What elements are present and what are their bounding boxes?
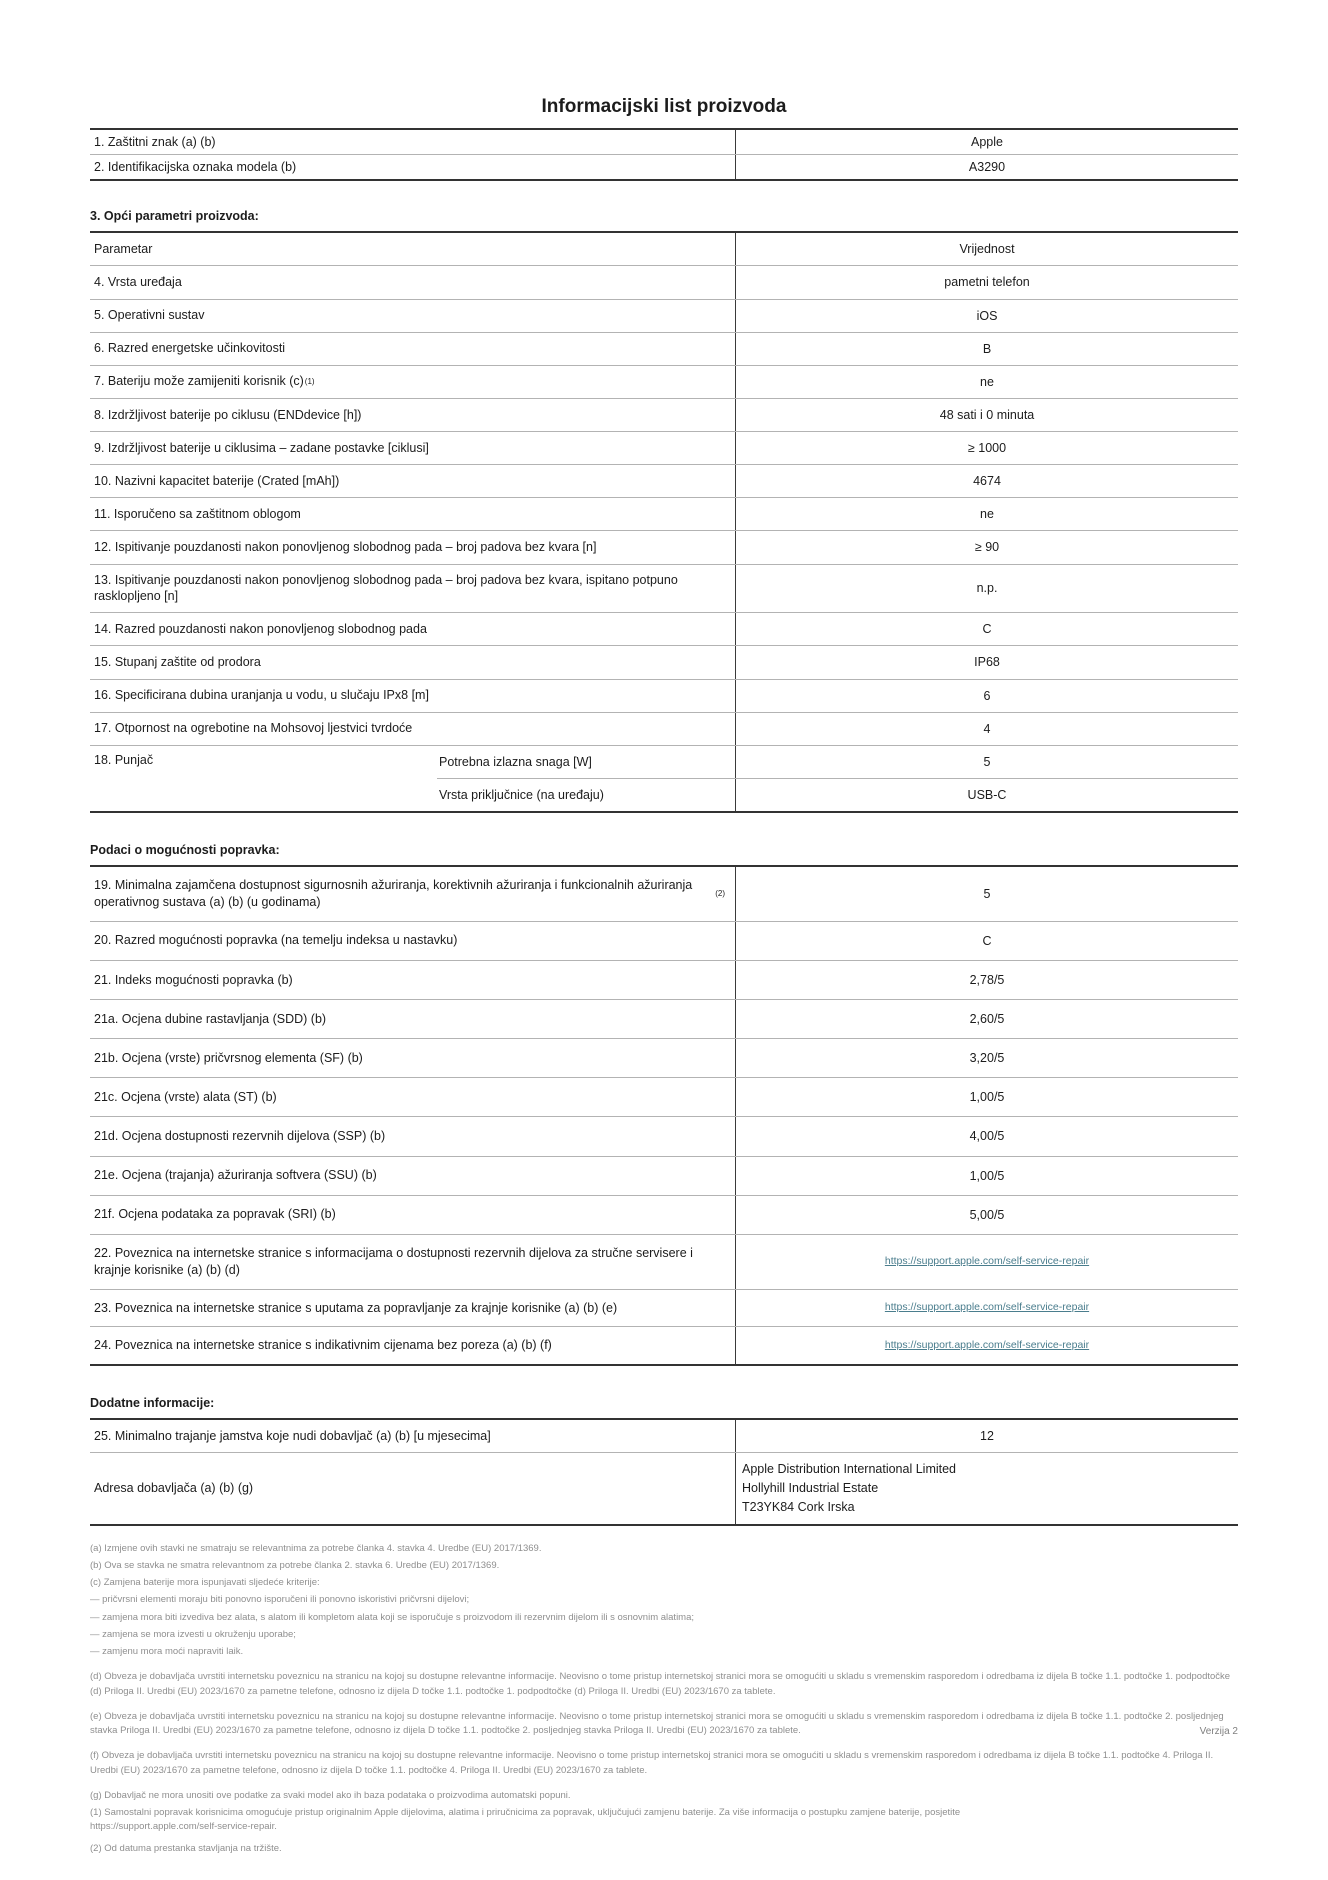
charger-sub-table <box>437 746 1238 811</box>
row-value: Apple <box>735 130 1238 154</box>
table-row <box>90 867 1238 921</box>
row-label: 17. Otpornost na ogrebotine na Mohsovoj ljestvici tvrdoće <box>94 721 413 736</box>
footnotes <box>90 1542 1238 1856</box>
identification-table <box>90 128 1238 181</box>
footnote-c-item: — zamjenu mora moći napraviti laik. <box>90 1646 244 1658</box>
row-value: ne <box>735 366 1238 398</box>
row-value: C <box>735 613 1238 645</box>
row-value: A3290 <box>735 155 1238 179</box>
row-value: 1,00/5 <box>735 1078 1238 1116</box>
row-label: 21f. Ocjena podataka za popravak (SRI) (b) <box>94 1207 336 1222</box>
table-row <box>90 612 1238 645</box>
table-row <box>90 679 1238 712</box>
footnote-c-item: — zamjena mora biti izvediva bez alata, s alatom ili kompletom alata koji se isporučuje s proizvodom ili rezervnim dijelom ili s osnovnim alatima; <box>90 1611 695 1623</box>
column-header-parameter: Parametar <box>94 241 153 256</box>
row-label: 2. Identifikacijska oznaka modela (b) <box>94 159 297 174</box>
footnote-b: (b) Ova se stavka ne smatra relevantnom za potrebe članka 2. stavka 6. Uredbe (EU) 2017/1369. <box>90 1559 500 1571</box>
row-label: 6. Razred energetske učinkovitosti <box>94 341 286 356</box>
table-row <box>90 1326 1238 1364</box>
table-row <box>90 999 1238 1038</box>
row-value: 4674 <box>735 465 1238 497</box>
column-header-value: Vrijednost <box>735 233 1238 265</box>
supplier-address <box>735 1453 1238 1523</box>
table-row <box>90 332 1238 365</box>
row-label: 11. Isporučeno sa zaštitnom oblogom <box>94 506 301 521</box>
footnote-1-line: https://support.apple.com/self-service-repair. <box>90 1821 277 1833</box>
row-value <box>735 1235 1238 1289</box>
row-value: C <box>735 922 1238 960</box>
self-service-repair-link[interactable]: https://support.apple.com/self-service-repair <box>884 1301 1090 1314</box>
row-label: 18. Punjač <box>94 752 154 767</box>
table-row <box>90 530 1238 563</box>
footnote-c: (c) Zamjena baterije mora ispunjavati sljedeće kriterije: <box>90 1577 320 1589</box>
footnote-c-item: — zamjena se mora izvesti u okruženju uporabe; <box>90 1628 296 1640</box>
table-row <box>90 645 1238 678</box>
table-row <box>90 365 1238 398</box>
row-value: 2,60/5 <box>735 1000 1238 1038</box>
additional-info-table <box>90 1418 1238 1525</box>
row-label: 5. Operativni sustav <box>94 308 205 323</box>
row-label: 1. Zaštitni znak (a) (b) <box>94 134 216 149</box>
table-row <box>90 265 1238 298</box>
row-label: 23. Poveznica na internetske stranice s uputama za popravljanje za krajnje korisnike (a) (b) (e) <box>94 1300 618 1315</box>
table-row <box>90 497 1238 530</box>
table-row <box>90 1289 1238 1327</box>
row-label: 12. Ispitivanje pouzdanosti nakon ponovljenog slobodnog pada – broj padova bez kvara [n] <box>94 540 597 554</box>
table-row <box>90 1077 1238 1116</box>
general-parameters-table <box>90 231 1238 813</box>
repairability-table <box>90 865 1238 1366</box>
row-value: 5 <box>735 746 1238 778</box>
sub-row-label: Potrebna izlazna snaga [W] <box>439 754 592 769</box>
table-row-charger <box>90 745 1238 811</box>
row-label: 21. Indeks mogućnosti popravka (b) <box>94 972 293 987</box>
table-row <box>90 1420 1238 1452</box>
row-label: 8. Izdržljivost baterije po ciklusu (ENDdevice [h]) <box>94 407 362 422</box>
row-value: USB-C <box>735 779 1238 811</box>
footnote-a: (a) Izmjene ovih stavki ne smatraju se relevantnima za potrebe članka 4. stavka 4. Uredbe (EU) 2017/1369. <box>90 1542 542 1554</box>
footnote-f: (f) Obveza je dobavljača uvrstiti internetsku poveznicu na stranicu na kojoj su dostupne relevantne informacije. Neovisno o tome pristup internetskoj stranici mora se omogućiti u skladu s vremenskim rasporedom i odredbama iz dijela B točke 1.1. podtočke 4. Priloga II. Uredbi (EU) 2023/1670 za pametne telefone, odnosno iz dijela D točke 1.1. podtočke 4. Priloga II. Uredbi (EU) 2023/1670 za tablete. <box>90 1750 1214 1776</box>
supplier-address-line: T23YK84 Cork Irska <box>742 1499 855 1514</box>
table-row <box>437 778 1238 811</box>
self-service-repair-link[interactable]: https://support.apple.com/self-service-repair <box>884 1255 1090 1268</box>
row-value: 2,78/5 <box>735 961 1238 999</box>
row-value: n.p. <box>735 565 1238 613</box>
row-value: pametni telefon <box>735 266 1238 298</box>
table-row <box>90 1452 1238 1523</box>
row-value: ≥ 1000 <box>735 432 1238 464</box>
row-label-text: 19. Minimalna zajamčena dostupnost sigurnosnih ažuriranja, korektivnih ažuriranja i funkcionalnih ažuriranja operativnog sustava (a) (b) (u godinama) <box>94 878 693 909</box>
row-label: 21b. Ocjena (vrste) pričvrsnog elementa (SF) (b) <box>94 1050 363 1065</box>
row-value <box>735 1290 1238 1327</box>
row-value: 4 <box>735 713 1238 745</box>
row-label: 25. Minimalno trajanje jamstva koje nudi dobavljač (a) (b) [u mjesecima] <box>94 1428 491 1443</box>
row-label: 22. Poveznica na internetske stranice s informacijama o dostupnosti rezervnih dijelova za stručne servisere i krajnje korisnike (a) (b) (d) <box>94 1245 693 1277</box>
table-row <box>437 746 1238 778</box>
row-value: iOS <box>735 300 1238 332</box>
row-value: 4,00/5 <box>735 1117 1238 1155</box>
row-label: 21c. Ocjena (vrste) alata (ST) (b) <box>94 1089 277 1104</box>
row-label: 21a. Ocjena dubine rastavljanja (SDD) (b) <box>94 1011 327 1026</box>
row-value <box>735 1327 1238 1364</box>
row-label: 21e. Ocjena (trajanja) ažuriranja softvera (SSU) (b) <box>94 1168 377 1183</box>
table-row <box>90 431 1238 464</box>
table-row <box>90 1116 1238 1155</box>
row-label: 20. Razred mogućnosti popravka (na temelju indeksa u nastavku) <box>94 933 458 948</box>
table-row <box>90 1156 1238 1195</box>
table-row <box>90 154 1238 179</box>
row-label: 10. Nazivni kapacitet baterije (Crated [mAh]) <box>94 473 340 488</box>
footnote-d: (d) Obveza je dobavljača uvrstiti internetsku poveznicu na stranicu na kojoj su dostupne relevantne informacije. Neovisno o tome pristup internetskoj stranici mora se omogućiti u skladu s vremenskim rasporedom i odredbama iz dijela B točke 1.1. podtočke 1. podpodtočke (d) Priloga II. Uredbi (EU) 2023/1670 za pametne telefone, odnosno iz dijela D točke 1.1. podtočke 1. podpodtočke (d) Priloga II. Uredbi (EU) 2023/1670 za tablete. <box>90 1671 1231 1697</box>
row-value: 6 <box>735 680 1238 712</box>
row-value: ≥ 90 <box>735 531 1238 563</box>
table-row <box>90 1234 1238 1289</box>
footnote-g: (g) Dobavljač ne mora unositi ove podatke za svaki model ako ih baza podataka o proizvodima automatski popuni. <box>90 1789 571 1801</box>
footnote-1 <box>90 1806 1238 1835</box>
footnote-e: (e) Obveza je dobavljača uvrstiti internetsku poveznicu na stranicu na kojoj su dostupne relevantne informacije. Neovisno o tome pristup internetskoj stranici mora se omogućiti u skladu s vremenskim rasporedom i odredbama iz dijela B točke 1.1. podtočke 2. posljednjeg stavka Priloga II. Uredbi (EU) 2023/1670 za pametne telefone, odnosno iz dijela D točke 1.1. podtočke 2. posljednjeg stavka Priloga II. Uredbi (EU) 2023/1670 za tablete. <box>90 1710 1224 1737</box>
sub-row-label: Vrsta priključnice (na uređaju) <box>439 787 604 802</box>
supplier-address-line: Hollyhill Industrial Estate <box>742 1481 879 1496</box>
section-heading-additional: Dodatne informacije: <box>90 1396 215 1411</box>
row-label: 4. Vrsta uređaja <box>94 275 182 289</box>
footnote-1-line: (1) Samostalni popravak korisnicima omogućuje pristup originalnim Apple dijelovima, alatima i priručnicima za popravak, uključujući zamjenu baterije. Za više informacija o postupku zamjene baterije, posjetite <box>90 1807 961 1819</box>
footnote-c-item: — pričvrsni elementi moraju biti ponovno isporučeni ili ponovno iskoristivi pričvrsni dijelovi; <box>90 1594 470 1606</box>
row-label: 13. Ispitivanje pouzdanosti nakon ponovljenog slobodnog pada – broj padova bez kvara, ispitano potpuno rasklopljeno [n] <box>94 572 678 604</box>
row-value: 3,20/5 <box>735 1039 1238 1077</box>
page-title: Informacijski list proizvoda <box>541 96 787 117</box>
row-label: 24. Poveznica na internetske stranice s indikativnim cijenama bez poreza (a) (b) (f) <box>94 1338 552 1353</box>
row-label: Adresa dobavljača (a) (b) (g) <box>94 1481 254 1496</box>
row-value: ne <box>735 498 1238 530</box>
table-row <box>90 1195 1238 1234</box>
table-row <box>90 464 1238 497</box>
row-label: 16. Specificirana dubina uranjanja u vodu, u slučaju IPx8 [m] <box>94 688 429 703</box>
row-value: B <box>735 333 1238 365</box>
row-value: 48 sati i 0 minuta <box>735 399 1238 431</box>
row-value: 1,00/5 <box>735 1157 1238 1195</box>
table-row <box>90 398 1238 431</box>
table-row <box>90 130 1238 154</box>
row-label-text: 7. Bateriju može zamijeniti korisnik (c) <box>94 374 304 389</box>
version-label: Verzija 2 <box>1199 1726 1238 1737</box>
section-heading-general: 3. Opći parametri proizvoda: <box>90 209 259 224</box>
row-label: 9. Izdržljivost baterije u ciklusima – zadane postavke [ciklusi] <box>94 440 429 455</box>
row-value: 5 <box>735 867 1238 921</box>
row-value: IP68 <box>735 646 1238 678</box>
row-label: 21d. Ocjena dostupnosti rezervnih dijelova (SSP) (b) <box>94 1129 386 1143</box>
row-label: 15. Stupanj zaštite od prodora <box>94 655 261 669</box>
row-value: 12 <box>735 1420 1238 1452</box>
row-label: 19. Minimalna zajamčena dostupnost sigurnosnih ažuriranja, korektivnih ažuriranja i funkcionalnih ažuriranja operativnog sustava (a) (b) (u godinama) (2) <box>94 878 725 909</box>
row-label: 14. Razred pouzdanosti nakon ponovljenog slobodnog pada <box>94 621 427 636</box>
self-service-repair-link[interactable]: https://support.apple.com/self-service-repair <box>884 1339 1090 1352</box>
table-row <box>90 921 1238 960</box>
table-header-row <box>90 233 1238 265</box>
row-label: 7. Bateriju može zamijeniti korisnik (c) (1) <box>94 374 315 389</box>
table-row <box>90 712 1238 745</box>
footnote-2: (2) Od datuma prestanka stavljanja na tržište. <box>90 1842 282 1854</box>
table-row <box>90 960 1238 999</box>
supplier-address-line: Apple Distribution International Limited <box>742 1462 957 1477</box>
table-row <box>90 299 1238 332</box>
table-row <box>90 1038 1238 1077</box>
section-heading-repair: Podaci o mogućnosti popravka: <box>90 843 280 857</box>
table-row <box>90 564 1238 613</box>
row-value: 5,00/5 <box>735 1196 1238 1234</box>
